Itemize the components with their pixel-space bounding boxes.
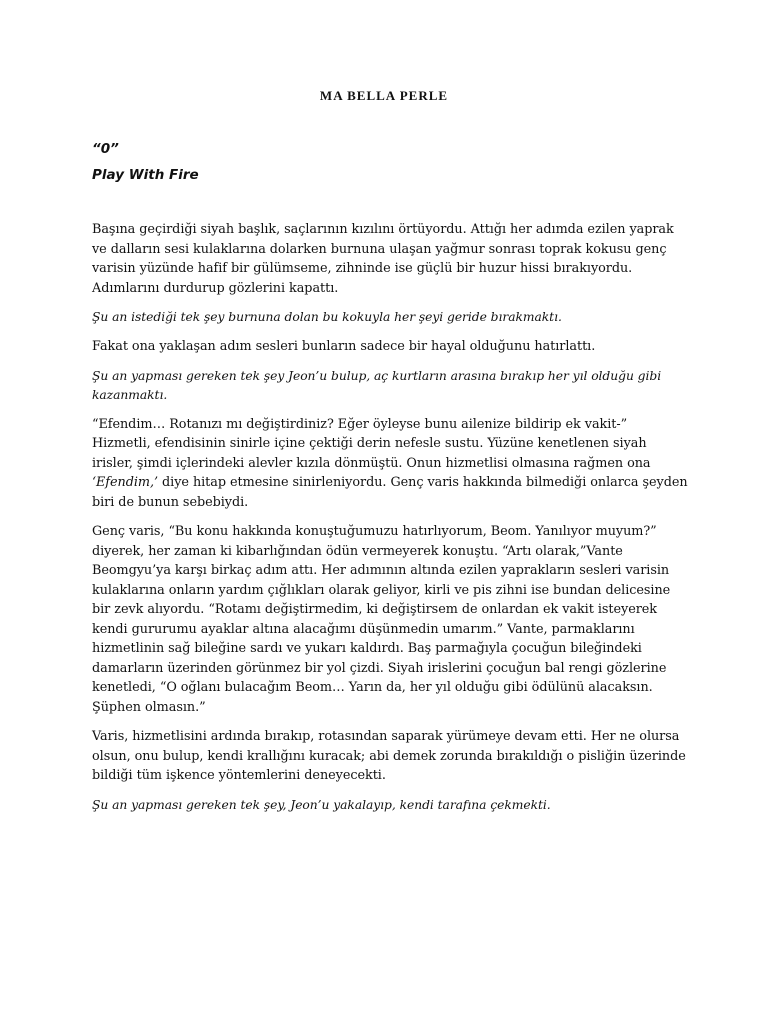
paragraph: Genç varis, “Bu konu hakkında konuştuğumuzu hatırlıyorum, Beom. Yanılıyor muyum?” diyerek, her zaman ki kibarlığından ödün vermeyerek konuştu. “Artı olarak,”Vante Beomgyu’ya karşı birkaç adım attı. Her adımının altında ezilen yaprakların sesleri varisin kulaklarına onların yardım çığlıkları olarak geliyor, kirli ve pis zihni ise bundan delicesine bir zevk alıyordu. “Rotamı değiştirmedim, ki değiştirsem de onlardan ek vakit isteyerek kendi gururumu ayaklar altına alacağımı düşünmedin umarım.” Vante, parmaklarını hizmetlinin sağ bileğine sardı ve yukarı kaldırdı. Baş parmağıyla çocuğun bileğindeki damarların üzerinden görünmez bir yol çizdi. Siyah irislerini çocuğun bal rengi gözlerine kenetledi, “O oğlanı bulacağım Beom… Yarın da, her yıl olduğu gibi ödülünü alacaksın. Şüphen olmasın.” — [92, 524, 671, 715]
italic-thought: Şu an yapması gereken tek şey, Jeon’u yakalayıp, kendi tarafına çekmekti. — [92, 797, 551, 812]
emphasis-text: ‘Efendim,’ — [92, 475, 159, 490]
paragraph-text: diye hitap etmesine sinirleniyordu. Genç varis hakkında bilmediği onlarca şeyden biri de bunun sebebiydi. — [92, 475, 688, 510]
paragraph-text: “Efendim… Rotanızı mı değiştirdiniz? Eğer öyleyse bunu ailenize bildirip ek vakit-” Hizmetli, efendisinin sinirle içine çektiği derin nefesle sustu. Yüzüne kenetlenen siyah irisler, şimdi içlerindeki alevler kızıla dönmüştü. Onun hizmetlisi olmasına rağmen ona — [92, 416, 651, 471]
paragraph — [92, 415, 688, 513]
paragraph: Başına geçirdiği siyah başlık, saçlarının kızılını örtüyordu. Attığı her adımda ezilen yaprak ve dalların sesi kulaklarına dolarken burnuna ulaşan yağmur sonrası toprak kokusu genç varisin yüzünde hafif bir gülümseme, zihninde ise güçlü bir huzur hissi bırakıyordu. Adımlarını durdurup gözlerini kapattı. — [92, 222, 674, 296]
italic-thought: Şu an istediği tek şey burnuna dolan bu kokuyla her şeyi geride bırakmaktı. — [92, 310, 562, 324]
document-body — [92, 220, 688, 825]
chapter-number: “0” — [92, 141, 119, 157]
paragraph: Fakat ona yaklaşan adım sesleri bunların sadece bir hayal olduğunu hatırlattı. — [92, 339, 596, 354]
italic-thought: Şu an yapması gereken tek şey Jeon’u bulup, aç kurtların arasına bırakıp her yıl olduğu gibi kazanmaktı. — [92, 368, 662, 402]
document-title: MA BELLA PERLE — [319, 88, 449, 103]
chapter-title: Play With Fire — [92, 167, 199, 183]
paragraph: Varis, hizmetlisini ardında bırakıp, rotasından saparak yürümeye devam etti. Her ne olursa olsun, onu bulup, kendi krallığını kuracak; abi demek zorunda bırakıldığı o pisliğin üzerinde bildiği tüm işkence yöntemlerini deneyecekti. — [92, 729, 686, 783]
